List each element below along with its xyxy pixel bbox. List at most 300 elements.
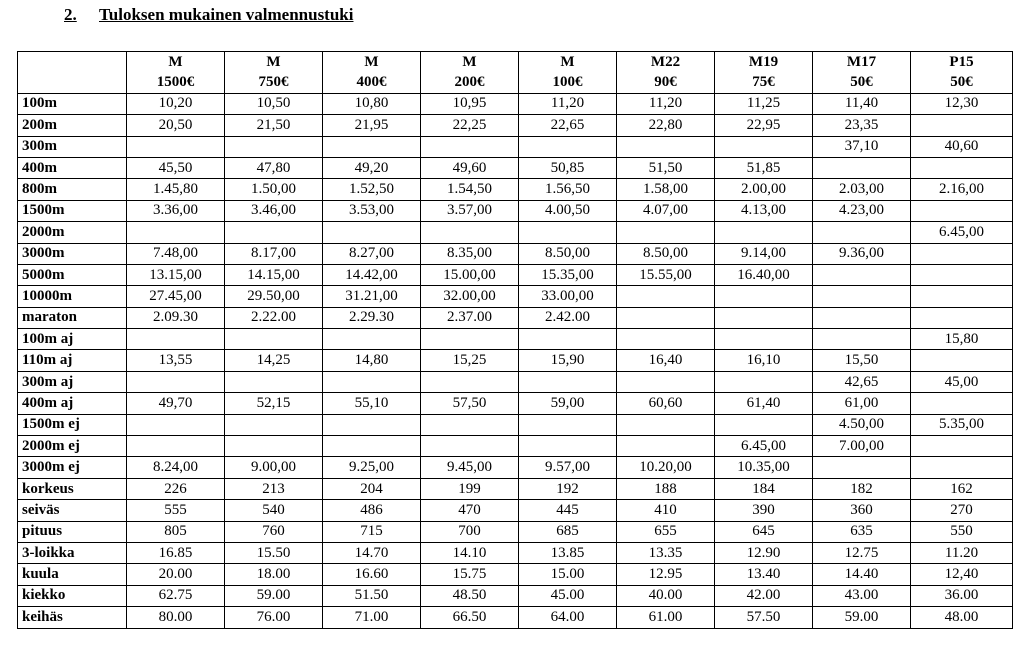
result-limit-cell: 715: [323, 521, 421, 542]
table-row: [18, 286, 1013, 307]
result-limit-cell: 57,50: [421, 393, 519, 414]
result-limit-cell: 49,60: [421, 157, 519, 178]
result-limit-cell: 51,50: [617, 157, 715, 178]
result-limit-cell: 270: [911, 500, 1013, 521]
result-limit-cell: 16,10: [715, 350, 813, 371]
result-limit-cell: 7.00,00: [813, 436, 911, 457]
result-limit-cell: 1.58,00: [617, 179, 715, 200]
result-limit-cell: 49,70: [127, 393, 225, 414]
result-limit-cell: [911, 393, 1013, 414]
result-limit-cell: [421, 371, 519, 392]
table-row: [18, 243, 1013, 264]
result-limit-cell: [813, 286, 911, 307]
result-limit-cell: 20.00: [127, 564, 225, 585]
result-limit-cell: 22,80: [617, 115, 715, 136]
event-name-cell: kuula: [18, 564, 127, 585]
result-limit-cell: [225, 329, 323, 350]
result-limit-cell: [617, 136, 715, 157]
event-name-cell: 110m aj: [18, 350, 127, 371]
result-limit-cell: 8.50,00: [617, 243, 715, 264]
result-limit-cell: 45,00: [911, 371, 1013, 392]
result-limit-cell: 66.50: [421, 607, 519, 628]
result-limit-cell: [421, 222, 519, 243]
result-limit-cell: 4.23,00: [813, 200, 911, 221]
result-limit-cell: 80.00: [127, 607, 225, 628]
column-header-amount: 90€: [617, 72, 715, 93]
table-row: [18, 585, 1013, 606]
event-name-cell: 100m: [18, 93, 127, 114]
column-header-class: M19: [715, 52, 813, 73]
table-row: [18, 436, 1013, 457]
result-limit-cell: [813, 457, 911, 478]
result-limit-cell: [617, 329, 715, 350]
result-limit-cell: 10,95: [421, 93, 519, 114]
result-limit-cell: 76.00: [225, 607, 323, 628]
result-limit-cell: 42.00: [715, 585, 813, 606]
column-header-amount: 200€: [421, 72, 519, 93]
result-limit-cell: 6.45,00: [911, 222, 1013, 243]
result-limit-cell: 390: [715, 500, 813, 521]
result-limit-cell: [911, 307, 1013, 328]
column-header-amount: 75€: [715, 72, 813, 93]
result-limit-cell: 15,80: [911, 329, 1013, 350]
result-limit-cell: 61.00: [617, 607, 715, 628]
result-limit-cell: 15.50: [225, 542, 323, 563]
table-body: [18, 52, 1013, 629]
result-limit-cell: 2.16,00: [911, 179, 1013, 200]
result-limit-cell: 4.00,50: [519, 200, 617, 221]
result-limit-cell: 3.36,00: [127, 200, 225, 221]
column-header-class: M22: [617, 52, 715, 73]
result-limit-cell: 8.24,00: [127, 457, 225, 478]
result-limit-cell: [519, 222, 617, 243]
result-limit-cell: 4.13,00: [715, 200, 813, 221]
result-limit-cell: 685: [519, 521, 617, 542]
result-limit-cell: 15.55,00: [617, 264, 715, 285]
result-limit-cell: [911, 264, 1013, 285]
result-limit-cell: 700: [421, 521, 519, 542]
result-limit-cell: [225, 136, 323, 157]
result-limit-cell: 27.45,00: [127, 286, 225, 307]
result-limit-cell: [519, 371, 617, 392]
result-limit-cell: 1.45,80: [127, 179, 225, 200]
result-limit-cell: 486: [323, 500, 421, 521]
result-limit-cell: 1.50,00: [225, 179, 323, 200]
result-limit-cell: 60,60: [617, 393, 715, 414]
column-header-amount: 1500€: [127, 72, 225, 93]
result-limit-cell: 61,00: [813, 393, 911, 414]
result-limit-cell: 21,50: [225, 115, 323, 136]
table-row: [18, 136, 1013, 157]
result-limit-cell: [715, 222, 813, 243]
result-limit-cell: 10,20: [127, 93, 225, 114]
result-limit-cell: [127, 136, 225, 157]
table-row: [18, 371, 1013, 392]
result-limit-cell: 14.10: [421, 542, 519, 563]
result-limit-cell: 2.03,00: [813, 179, 911, 200]
result-limit-cell: [911, 243, 1013, 264]
column-header-class: M: [225, 52, 323, 73]
table-row: [18, 264, 1013, 285]
result-limit-cell: 14.15,00: [225, 264, 323, 285]
event-name-cell: 200m: [18, 115, 127, 136]
result-limit-cell: 16.40,00: [715, 264, 813, 285]
result-limit-cell: [421, 329, 519, 350]
result-limit-cell: 48.00: [911, 607, 1013, 628]
result-limit-cell: [813, 329, 911, 350]
result-limit-cell: 51.50: [323, 585, 421, 606]
column-header-amount: 50€: [813, 72, 911, 93]
result-limit-cell: [225, 371, 323, 392]
result-limit-cell: [421, 414, 519, 435]
result-limit-cell: 62.75: [127, 585, 225, 606]
table-row: [18, 307, 1013, 328]
result-limit-cell: [911, 157, 1013, 178]
event-name-cell: 800m: [18, 179, 127, 200]
event-name-cell: 400m: [18, 157, 127, 178]
result-limit-cell: 645: [715, 521, 813, 542]
result-limit-cell: 9.57,00: [519, 457, 617, 478]
result-limit-cell: [715, 286, 813, 307]
result-limit-cell: 71.00: [323, 607, 421, 628]
result-limit-cell: [519, 436, 617, 457]
result-limit-cell: 14,25: [225, 350, 323, 371]
result-limit-cell: [323, 436, 421, 457]
result-limit-cell: 52,15: [225, 393, 323, 414]
result-limit-cell: 10.35,00: [715, 457, 813, 478]
result-limit-cell: 47,80: [225, 157, 323, 178]
result-limit-cell: 16.85: [127, 542, 225, 563]
result-limit-cell: 40.00: [617, 585, 715, 606]
result-limit-cell: 2.09.30: [127, 307, 225, 328]
result-limit-cell: 635: [813, 521, 911, 542]
result-limit-cell: [225, 414, 323, 435]
result-limit-cell: 20,50: [127, 115, 225, 136]
table-row: [18, 350, 1013, 371]
result-limit-cell: 199: [421, 478, 519, 499]
result-limit-cell: 3.57,00: [421, 200, 519, 221]
table-row: [18, 414, 1013, 435]
result-limit-cell: [225, 436, 323, 457]
result-limit-cell: [127, 222, 225, 243]
result-limit-cell: [911, 200, 1013, 221]
result-limit-cell: 8.50,00: [519, 243, 617, 264]
result-limit-cell: [715, 371, 813, 392]
table-row: [18, 179, 1013, 200]
event-name-cell: 100m aj: [18, 329, 127, 350]
result-limit-cell: 59.00: [225, 585, 323, 606]
result-limit-cell: 3.46,00: [225, 200, 323, 221]
result-limit-cell: [715, 307, 813, 328]
result-limit-cell: 12,40: [911, 564, 1013, 585]
column-header-class: M: [519, 52, 617, 73]
table-row: [18, 115, 1013, 136]
result-limit-cell: [323, 136, 421, 157]
event-name-cell: korkeus: [18, 478, 127, 499]
result-limit-cell: 13.15,00: [127, 264, 225, 285]
result-limit-cell: 12.90: [715, 542, 813, 563]
result-limit-cell: 540: [225, 500, 323, 521]
result-limit-cell: 32.00,00: [421, 286, 519, 307]
section-number: 2.: [64, 5, 77, 24]
result-limit-cell: 11,25: [715, 93, 813, 114]
result-limit-cell: 23,35: [813, 115, 911, 136]
result-limit-cell: 13.35: [617, 542, 715, 563]
result-limit-cell: [911, 286, 1013, 307]
result-limit-cell: 360: [813, 500, 911, 521]
result-limit-cell: 182: [813, 478, 911, 499]
result-limit-cell: 51,85: [715, 157, 813, 178]
result-limit-cell: 64.00: [519, 607, 617, 628]
result-limit-cell: 2.22.00: [225, 307, 323, 328]
result-limit-cell: [715, 329, 813, 350]
result-limit-cell: 14.42,00: [323, 264, 421, 285]
result-limit-cell: 760: [225, 521, 323, 542]
table-row: [18, 393, 1013, 414]
result-limit-cell: [813, 222, 911, 243]
result-limit-cell: 57.50: [715, 607, 813, 628]
event-name-cell: kiekko: [18, 585, 127, 606]
result-limit-cell: 410: [617, 500, 715, 521]
result-limit-cell: 445: [519, 500, 617, 521]
result-limit-cell: 42,65: [813, 371, 911, 392]
result-limit-cell: 1.52,50: [323, 179, 421, 200]
result-limit-cell: [421, 436, 519, 457]
event-name-cell: keihäs: [18, 607, 127, 628]
header-row-amount: [18, 72, 1013, 93]
table-row: [18, 564, 1013, 585]
result-limit-cell: 9.25,00: [323, 457, 421, 478]
event-name-cell: 1500m ej: [18, 414, 127, 435]
event-name-cell: seiväs: [18, 500, 127, 521]
result-limit-cell: 59.00: [813, 607, 911, 628]
result-limit-cell: 805: [127, 521, 225, 542]
result-limit-cell: [127, 414, 225, 435]
result-limit-cell: [715, 414, 813, 435]
result-limit-cell: 6.45,00: [715, 436, 813, 457]
result-limit-cell: 21,95: [323, 115, 421, 136]
event-name-cell: 10000m: [18, 286, 127, 307]
table-row: [18, 157, 1013, 178]
result-limit-cell: 48.50: [421, 585, 519, 606]
event-name-cell: 5000m: [18, 264, 127, 285]
result-limit-cell: 22,25: [421, 115, 519, 136]
result-limit-cell: [617, 307, 715, 328]
result-limit-cell: 10,80: [323, 93, 421, 114]
column-header-class: P15: [911, 52, 1013, 73]
result-limit-cell: 2.42.00: [519, 307, 617, 328]
event-name-cell: 2000m: [18, 222, 127, 243]
table-row: [18, 500, 1013, 521]
table-row: [18, 222, 1013, 243]
result-limit-cell: 555: [127, 500, 225, 521]
event-name-cell: 2000m ej: [18, 436, 127, 457]
result-limit-cell: 33.00,00: [519, 286, 617, 307]
result-limit-cell: 37,10: [813, 136, 911, 157]
result-limit-cell: 16.60: [323, 564, 421, 585]
table-row: [18, 93, 1013, 114]
result-limit-cell: 550: [911, 521, 1013, 542]
result-limit-cell: 15,90: [519, 350, 617, 371]
result-limit-cell: 4.07,00: [617, 200, 715, 221]
result-limit-cell: [519, 136, 617, 157]
column-header-amount: 100€: [519, 72, 617, 93]
result-limit-cell: 15.75: [421, 564, 519, 585]
section-heading: [64, 5, 353, 25]
column-header-class: M: [421, 52, 519, 73]
result-limit-cell: 1.54,50: [421, 179, 519, 200]
result-limit-cell: 8.27,00: [323, 243, 421, 264]
result-limit-cell: 31.21,00: [323, 286, 421, 307]
column-header-class: M: [323, 52, 421, 73]
result-limit-cell: 162: [911, 478, 1013, 499]
result-limit-cell: 15.35,00: [519, 264, 617, 285]
result-limit-cell: [225, 222, 323, 243]
result-limit-cell: [617, 414, 715, 435]
result-limit-cell: [519, 414, 617, 435]
result-limit-cell: 11,20: [519, 93, 617, 114]
result-limit-cell: 5.35,00: [911, 414, 1013, 435]
result-limit-cell: 2.00,00: [715, 179, 813, 200]
header-corner-cell: [18, 52, 127, 73]
result-limit-cell: 9.36,00: [813, 243, 911, 264]
result-limit-cell: 11,20: [617, 93, 715, 114]
result-limit-cell: 43.00: [813, 585, 911, 606]
result-limit-cell: 29.50,00: [225, 286, 323, 307]
result-limit-cell: 15.00,00: [421, 264, 519, 285]
result-limit-cell: [813, 264, 911, 285]
result-limit-cell: 14.40: [813, 564, 911, 585]
result-limit-cell: 4.50,00: [813, 414, 911, 435]
result-limit-cell: 36.00: [911, 585, 1013, 606]
event-name-cell: 3000m: [18, 243, 127, 264]
result-limit-cell: 188: [617, 478, 715, 499]
result-limit-cell: [421, 136, 519, 157]
table-row: [18, 607, 1013, 628]
event-name-cell: pituus: [18, 521, 127, 542]
result-limit-cell: 13.85: [519, 542, 617, 563]
result-limit-cell: 192: [519, 478, 617, 499]
event-name-cell: 400m aj: [18, 393, 127, 414]
result-limit-cell: 22,65: [519, 115, 617, 136]
result-limit-cell: 18.00: [225, 564, 323, 585]
result-limit-cell: 12.75: [813, 542, 911, 563]
result-limit-cell: [323, 222, 421, 243]
result-limit-cell: 13.40: [715, 564, 813, 585]
result-limit-cell: [813, 157, 911, 178]
result-limit-cell: 10.20,00: [617, 457, 715, 478]
result-limit-cell: [519, 329, 617, 350]
result-limit-cell: [617, 371, 715, 392]
result-limit-cell: 59,00: [519, 393, 617, 414]
result-limit-cell: 49,20: [323, 157, 421, 178]
table-row: [18, 329, 1013, 350]
result-limit-cell: 14.70: [323, 542, 421, 563]
table-row: [18, 542, 1013, 563]
result-limit-cell: 226: [127, 478, 225, 499]
result-limit-cell: [323, 329, 421, 350]
result-limit-cell: 470: [421, 500, 519, 521]
table-row: [18, 521, 1013, 542]
section-title: Tuloksen mukainen valmennustuki: [99, 5, 354, 24]
result-limit-cell: 10,50: [225, 93, 323, 114]
result-limit-cell: 12,30: [911, 93, 1013, 114]
result-limit-cell: [911, 436, 1013, 457]
result-limit-cell: 12.95: [617, 564, 715, 585]
event-name-cell: 3000m ej: [18, 457, 127, 478]
column-header-amount: 400€: [323, 72, 421, 93]
result-limit-cell: 15,50: [813, 350, 911, 371]
column-header-class: M: [127, 52, 225, 73]
event-name-cell: 3-loikka: [18, 542, 127, 563]
result-limit-cell: 655: [617, 521, 715, 542]
result-limit-cell: 1.56,50: [519, 179, 617, 200]
result-limit-cell: 9.00,00: [225, 457, 323, 478]
result-limit-cell: 22,95: [715, 115, 813, 136]
result-limit-cell: 184: [715, 478, 813, 499]
result-limit-cell: 11.20: [911, 542, 1013, 563]
result-limit-cell: [715, 136, 813, 157]
result-limit-cell: 3.53,00: [323, 200, 421, 221]
result-limit-cell: 9.14,00: [715, 243, 813, 264]
event-name-cell: maraton: [18, 307, 127, 328]
event-name-cell: 1500m: [18, 200, 127, 221]
result-limit-cell: 8.35,00: [421, 243, 519, 264]
result-limit-cell: 2.29.30: [323, 307, 421, 328]
result-limit-cell: [911, 115, 1013, 136]
column-header-amount: 750€: [225, 72, 323, 93]
result-limit-cell: 15,25: [421, 350, 519, 371]
result-limit-cell: 15.00: [519, 564, 617, 585]
table-row: [18, 478, 1013, 499]
result-limit-cell: 14,80: [323, 350, 421, 371]
result-limit-cell: 13,55: [127, 350, 225, 371]
result-limit-cell: 61,40: [715, 393, 813, 414]
result-limit-cell: 11,40: [813, 93, 911, 114]
header-row-class: [18, 52, 1013, 73]
result-limit-cell: 9.45,00: [421, 457, 519, 478]
result-limit-cell: [617, 222, 715, 243]
table-row: [18, 200, 1013, 221]
result-limit-cell: [617, 286, 715, 307]
result-limit-cell: 55,10: [323, 393, 421, 414]
result-limit-cell: 45,50: [127, 157, 225, 178]
event-name-cell: 300m: [18, 136, 127, 157]
result-limit-cell: 7.48,00: [127, 243, 225, 264]
result-limit-cell: 8.17,00: [225, 243, 323, 264]
result-limit-cell: [127, 436, 225, 457]
result-limit-cell: [911, 457, 1013, 478]
result-limit-cell: 213: [225, 478, 323, 499]
event-name-cell: 300m aj: [18, 371, 127, 392]
column-header-amount: 50€: [911, 72, 1013, 93]
table-row: [18, 457, 1013, 478]
header-corner-cell: [18, 72, 127, 93]
result-limit-cell: 45.00: [519, 585, 617, 606]
result-limit-cell: [127, 329, 225, 350]
result-limit-cell: [911, 350, 1013, 371]
result-limit-cell: 2.37.00: [421, 307, 519, 328]
result-limit-cell: [127, 371, 225, 392]
result-limit-cell: [813, 307, 911, 328]
result-limit-cell: [323, 414, 421, 435]
result-limit-cell: [617, 436, 715, 457]
coaching-support-table: [17, 51, 1013, 629]
result-limit-cell: 16,40: [617, 350, 715, 371]
result-limit-cell: [323, 371, 421, 392]
result-limit-cell: 50,85: [519, 157, 617, 178]
result-limit-cell: 204: [323, 478, 421, 499]
